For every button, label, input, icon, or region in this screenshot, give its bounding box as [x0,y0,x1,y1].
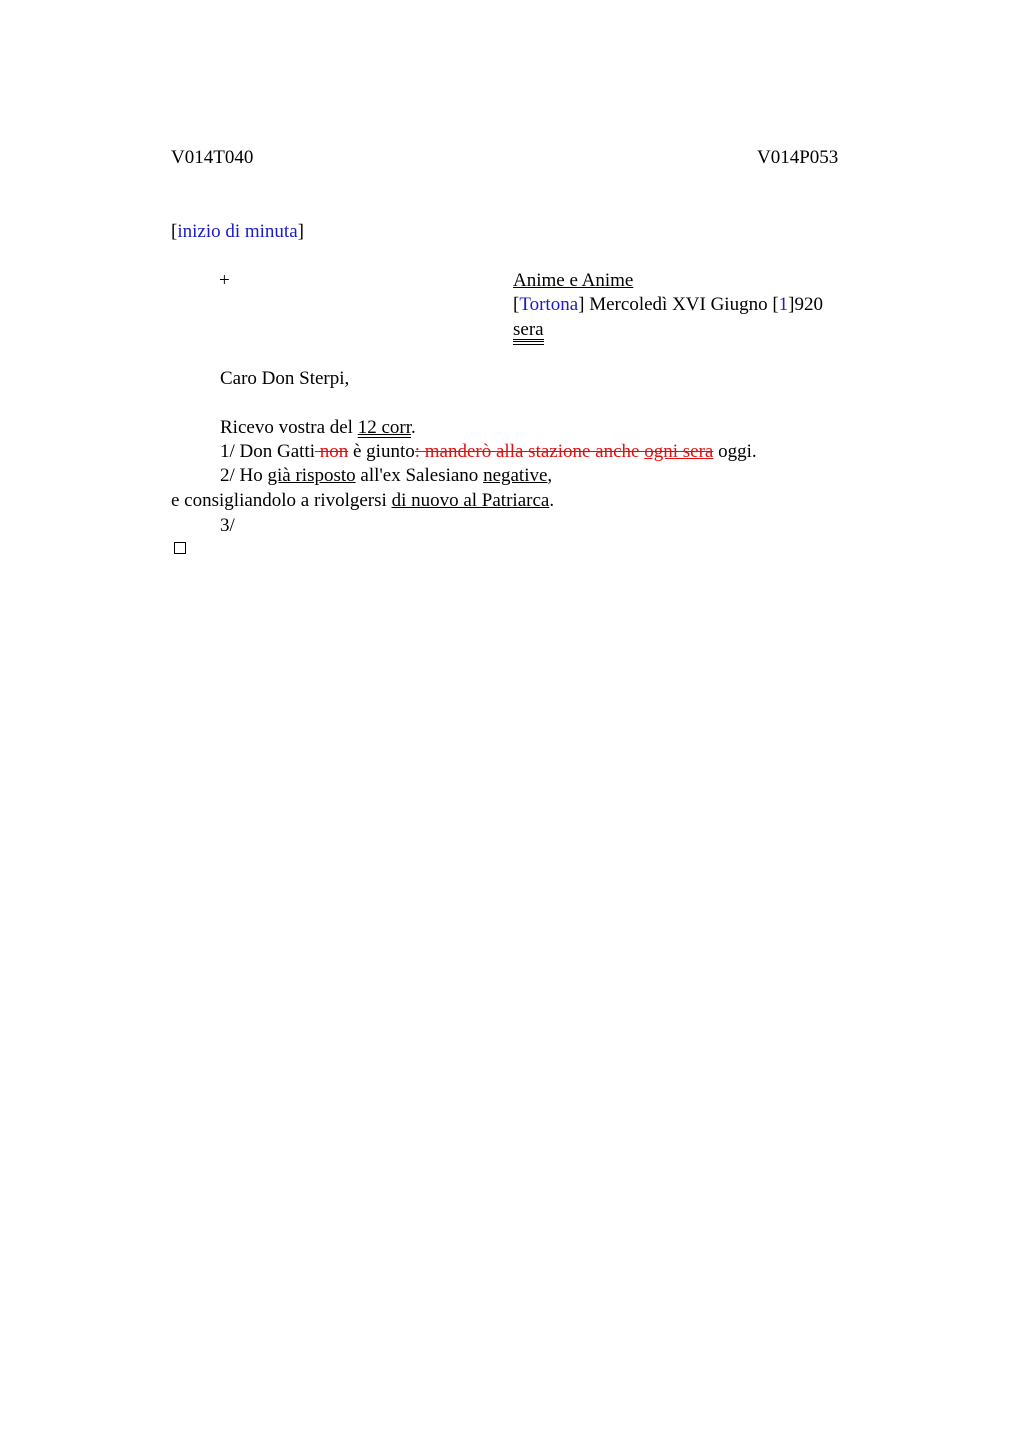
cross-mark: + [219,270,230,291]
editorial-note [171,220,304,244]
p2-deleted-2: : manderò alla stazione anche [414,441,645,462]
p1-pre: Ricevo vostra del [220,417,358,438]
place-name: Tortona [519,294,579,315]
p4-pre: e consigliandolo a rivolgersi [171,490,392,511]
motto-text: Anime e Anime [513,270,634,291]
year-bracket-open: [ [772,294,779,315]
p3-mid: all'ex Salesiano [355,465,484,486]
p4-end: . [549,490,555,511]
time-text: sera [513,319,544,340]
place-bracket-open: [ [513,294,520,315]
place-bracket-close: ] [578,294,585,315]
p2-num: 1/ Don Gatti [220,441,315,462]
paragraph-5: 3/ [220,515,235,536]
end-box-icon [174,542,186,554]
p2-mid: è giunto [348,441,415,462]
p2-end: oggi. [713,441,757,462]
p3-num: 2/ Ho [220,465,268,486]
paragraph-4 [171,489,554,513]
p4-underlined: di nuovo al Patriarca [391,490,550,511]
year-rest: ]920 [788,294,823,315]
paragraph-1 [220,416,416,440]
paragraph-2 [220,440,757,464]
p1-post: . [411,417,416,438]
left-code: V014T040 [171,147,254,168]
p3-underlined-2: negative [483,465,548,486]
date-line [513,293,823,317]
p2-deleted-1: non [315,441,349,462]
motto [513,269,633,293]
bracket-close: ] [297,221,304,242]
right-code: V014P053 [757,147,839,168]
p2-deleted-3: ogni sera [644,441,714,462]
p3-end: , [547,465,553,486]
editorial-note-text: inizio di minuta [177,221,298,242]
p1-date: 12 corr [357,417,412,438]
year-digit: 1 [778,294,789,315]
bracket-open: [ [171,221,178,242]
paragraph-3 [220,464,552,488]
p3-underlined-1: già risposto [267,465,356,486]
salutation: Caro Don Sterpi, [220,368,350,389]
date-text: Mercoledì XVI Giugno [584,294,773,315]
time-line [513,318,544,342]
